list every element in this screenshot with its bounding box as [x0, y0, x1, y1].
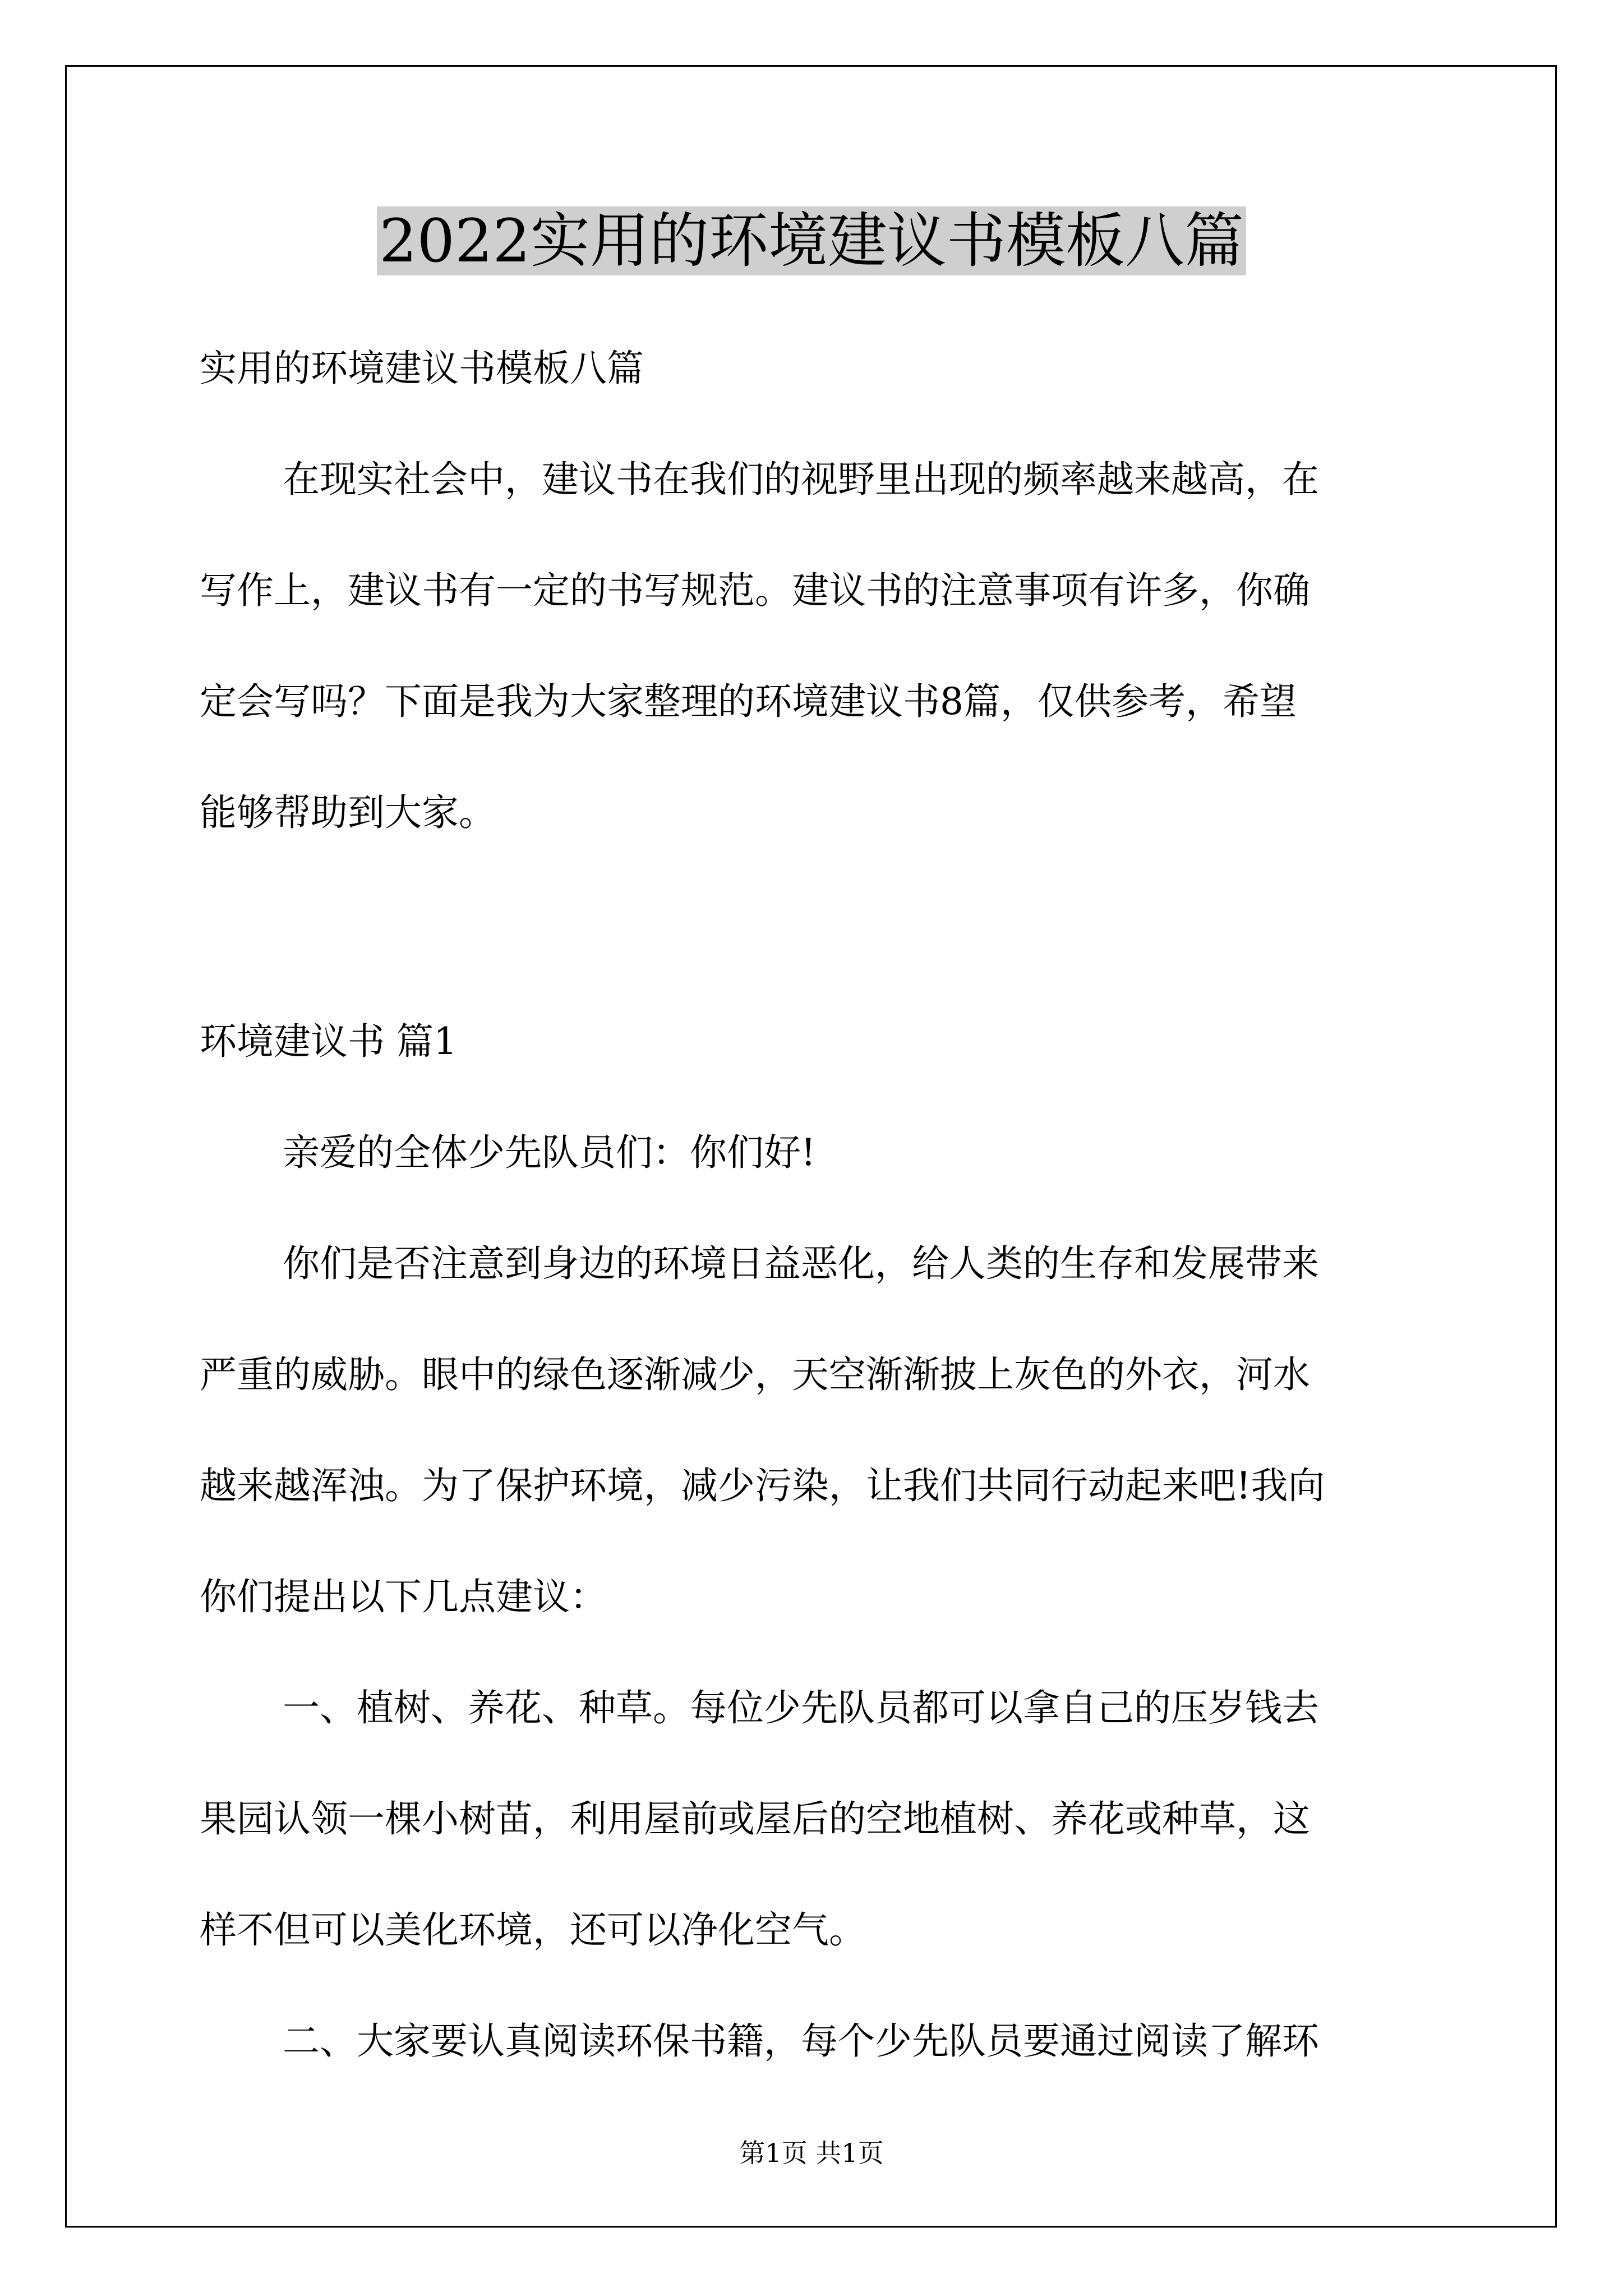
document-body — [200, 313, 1428, 2097]
section-heading: 环境建议书 篇1 — [200, 1020, 457, 1063]
paragraph1-line-4: 你们提出以下几点建议： — [200, 1575, 607, 1618]
paragraph2-line-1: 一、植树、养花、种草。每位少先队员都可以拿自己的压岁钱去 — [283, 1686, 1319, 1729]
paragraph2-line-3: 样不但可以美化环境，还可以净化空气。 — [200, 1908, 866, 1952]
intro-line-3: 定会写吗？下面是我为大家整理的环境建议书8篇，仅供参考，希望 — [200, 680, 1297, 723]
paragraph1-line-3: 越来越浑浊。为了保护环境，减少污染，让我们共同行动起来吧!我向 — [200, 1464, 1325, 1507]
paragraph1-line-1: 你们是否注意到身边的环境日益恶化，给人类的生存和发展带来 — [283, 1242, 1319, 1285]
page-footer: 第1页 共1页 — [739, 2138, 884, 2168]
paragraph1-line-2: 严重的威胁。眼中的绿色逐渐减少，天空渐渐披上灰色的外衣，河水 — [200, 1353, 1310, 1396]
document-title-text: 2022实用的环境建议书模板八篇 — [377, 206, 1246, 275]
subtitle: 实用的环境建议书模板八篇 — [200, 347, 644, 390]
intro-line-1: 在现实社会中，建议书在我们的视野里出现的频率越来越高，在 — [283, 458, 1319, 501]
paragraph2-line-2: 果园认领一棵小树苗，利用屋前或屋后的空地植树、养花或种草，这 — [200, 1797, 1310, 1841]
greeting-line: 亲爱的全体少先队员们：你们好! — [283, 1131, 816, 1174]
paragraph-gap — [200, 868, 1428, 986]
document-title — [0, 202, 1623, 280]
intro-line-4: 能够帮助到大家。 — [200, 791, 496, 834]
intro-line-2: 写作上，建议书有一定的书写规范。建议书的注意事项有许多，你确 — [200, 569, 1310, 612]
paragraph3-line-1: 二、大家要认真阅读环保书籍，每个少先队员要通过阅读了解环 — [283, 2019, 1319, 2063]
